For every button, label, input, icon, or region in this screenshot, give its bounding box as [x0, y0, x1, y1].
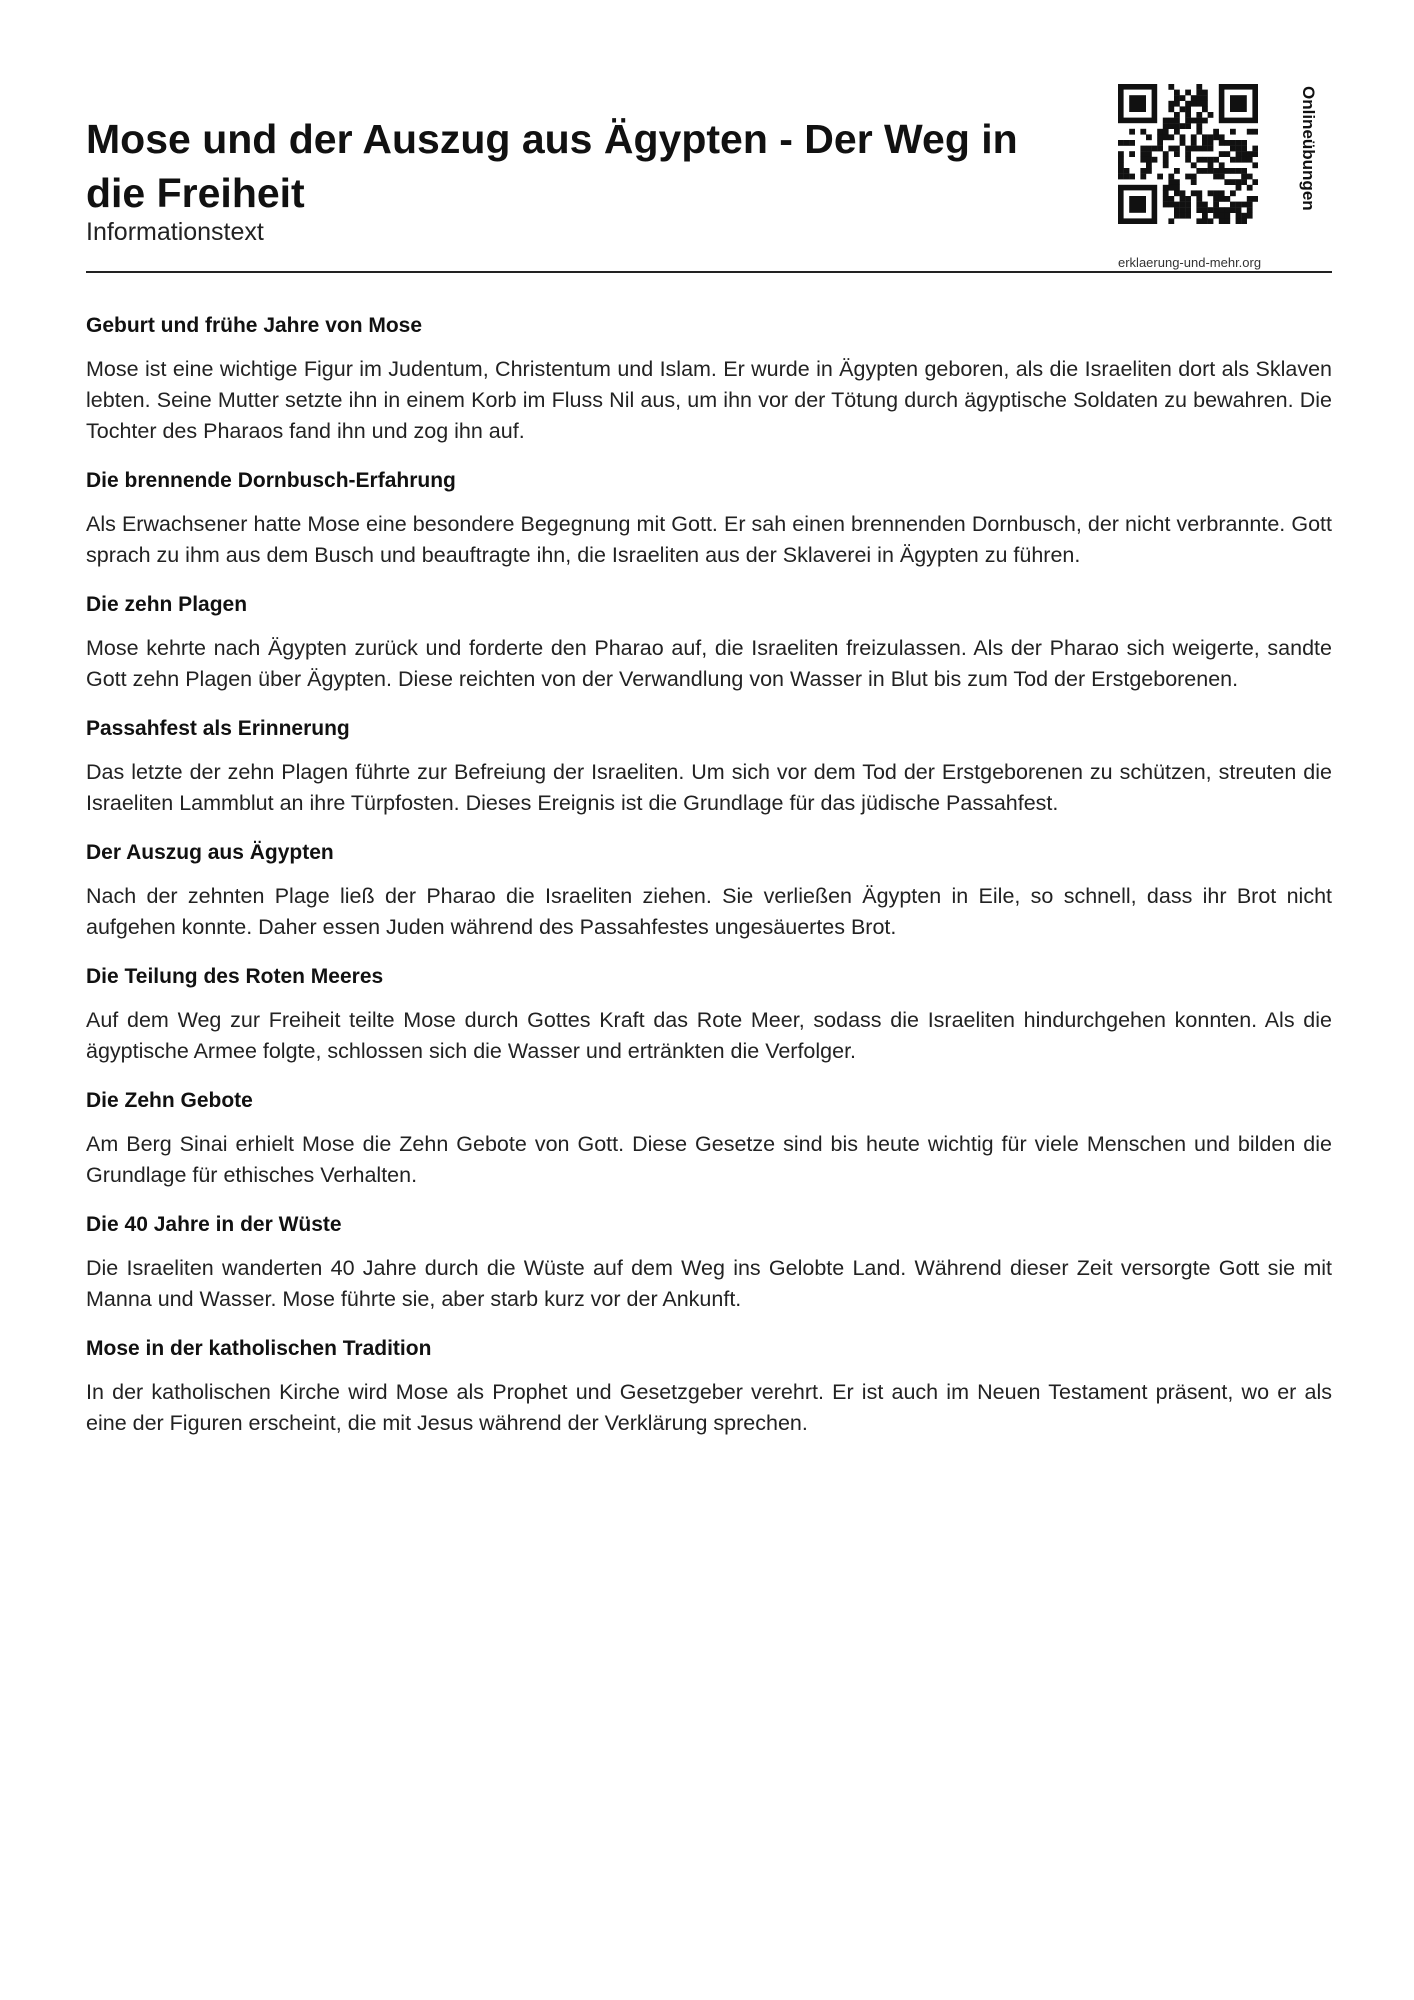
- section: [86, 1211, 1332, 1315]
- section-body: In der katholischen Kirche wird Mose als Prophet und Gesetzgeber verehrt. Er ist auch im Neuen Testament präsent, wo er als eine der Figuren erscheint, die mit Jesus während der Verklärung sprechen.: [86, 1380, 1332, 1435]
- qr-side-label-box: [1292, 86, 1326, 246]
- section-heading: Die 40 Jahre in der Wüste: [86, 1213, 342, 1236]
- section-body: Als Erwachsener hatte Mose eine besondere Begegnung mit Gott. Er sah einen brennenden Dornbusch, der nicht verbrannte. Gott sprach zu ihm aus dem Busch und beauftragte ihn, die Israeliten aus der Sklaverei in Ägypten zu führen.: [86, 512, 1332, 567]
- section-body: Mose kehrte nach Ägypten zurück und forderte den Pharao auf, die Israeliten freizulassen. Als der Pharao sich weigerte, sandte Gott zehn Plagen über Ägypten. Diese reichten von der Verwandlung von Wasser in Blut bis zum Tod der Erstgeborenen.: [86, 636, 1332, 691]
- section: [86, 591, 1332, 695]
- section-body: Das letzte der zehn Plagen führte zur Befreiung der Israeliten. Um sich vor dem Tod der Erstgeborenen zu schützen, streuten die Israeliten Lammblut an ihre Türpfosten. Dieses Ereignis ist die Grundlage für das jüdische Passahfest.: [86, 760, 1332, 815]
- section-heading: Die Zehn Gebote: [86, 1089, 253, 1112]
- section: [86, 1335, 1332, 1439]
- page-header: [86, 84, 1332, 274]
- section-heading: Die Teilung des Roten Meeres: [86, 965, 384, 988]
- section: [86, 1087, 1332, 1191]
- qr-side-label: Onlineübungen: [1299, 86, 1318, 211]
- section-heading: Passahfest als Erinnerung: [86, 717, 350, 740]
- section-heading: Mose in der katholischen Tradition: [86, 1337, 432, 1360]
- section: [86, 312, 1332, 447]
- page-subtitle: Informationstext: [86, 218, 264, 246]
- page-title: Mose und der Auszug aus Ägypten - Der Weg in die Freiheit: [86, 116, 1018, 216]
- qr-code-icon[interactable]: [1118, 84, 1258, 224]
- section: [86, 963, 1332, 1067]
- header-divider: [86, 271, 1332, 273]
- section-body: Auf dem Weg zur Freiheit teilte Mose durch Gottes Kraft das Rote Meer, sodass die Israeliten hindurchgehen konnten. Als die ägyptische Armee folgte, schlossen sich die Wasser und ertränkten die Verfolger.: [86, 1008, 1332, 1063]
- section: [86, 839, 1332, 943]
- section-body: Am Berg Sinai erhielt Mose die Zehn Gebote von Gott. Diese Gesetze sind bis heute wichtig für viele Menschen und bilden die Grundlage für ethisches Verhalten.: [86, 1132, 1332, 1187]
- section-heading: Die brennende Dornbusch-Erfahrung: [86, 469, 456, 492]
- section: [86, 715, 1332, 819]
- section-body: Mose ist eine wichtige Figur im Judentum, Christentum und Islam. Er wurde in Ägypten geboren, als die Israeliten dort als Sklaven lebten. Seine Mutter setzte ihn in einem Korb im Fluss Nil aus, um ihn vor der Tötung durch ägyptische Soldaten zu bewahren. Die Tochter des Pharaos fand ihn und zog ihn auf.: [86, 357, 1332, 443]
- section-body: Die Israeliten wanderten 40 Jahre durch die Wüste auf dem Weg ins Gelobte Land. Während dieser Zeit versorgte Gott sie mit Manna und Wasser. Mose führte sie, aber starb kurz vor der Ankunft.: [86, 1256, 1332, 1311]
- section-body: Nach der zehnten Plage ließ der Pharao die Israeliten ziehen. Sie verließen Ägypten in Eile, so schnell, dass ihr Brot nicht aufgehen konnte. Daher essen Juden während des Passahfestes ungesäuertes Brot.: [86, 884, 1332, 939]
- section: [86, 467, 1332, 571]
- section-heading: Geburt und frühe Jahre von Mose: [86, 314, 423, 337]
- section-heading: Die zehn Plagen: [86, 593, 248, 616]
- content: [86, 312, 1332, 1459]
- section-heading: Der Auszug aus Ägypten: [86, 841, 334, 864]
- qr-caption[interactable]: erklaerung-und-mehr.org: [1118, 255, 1262, 270]
